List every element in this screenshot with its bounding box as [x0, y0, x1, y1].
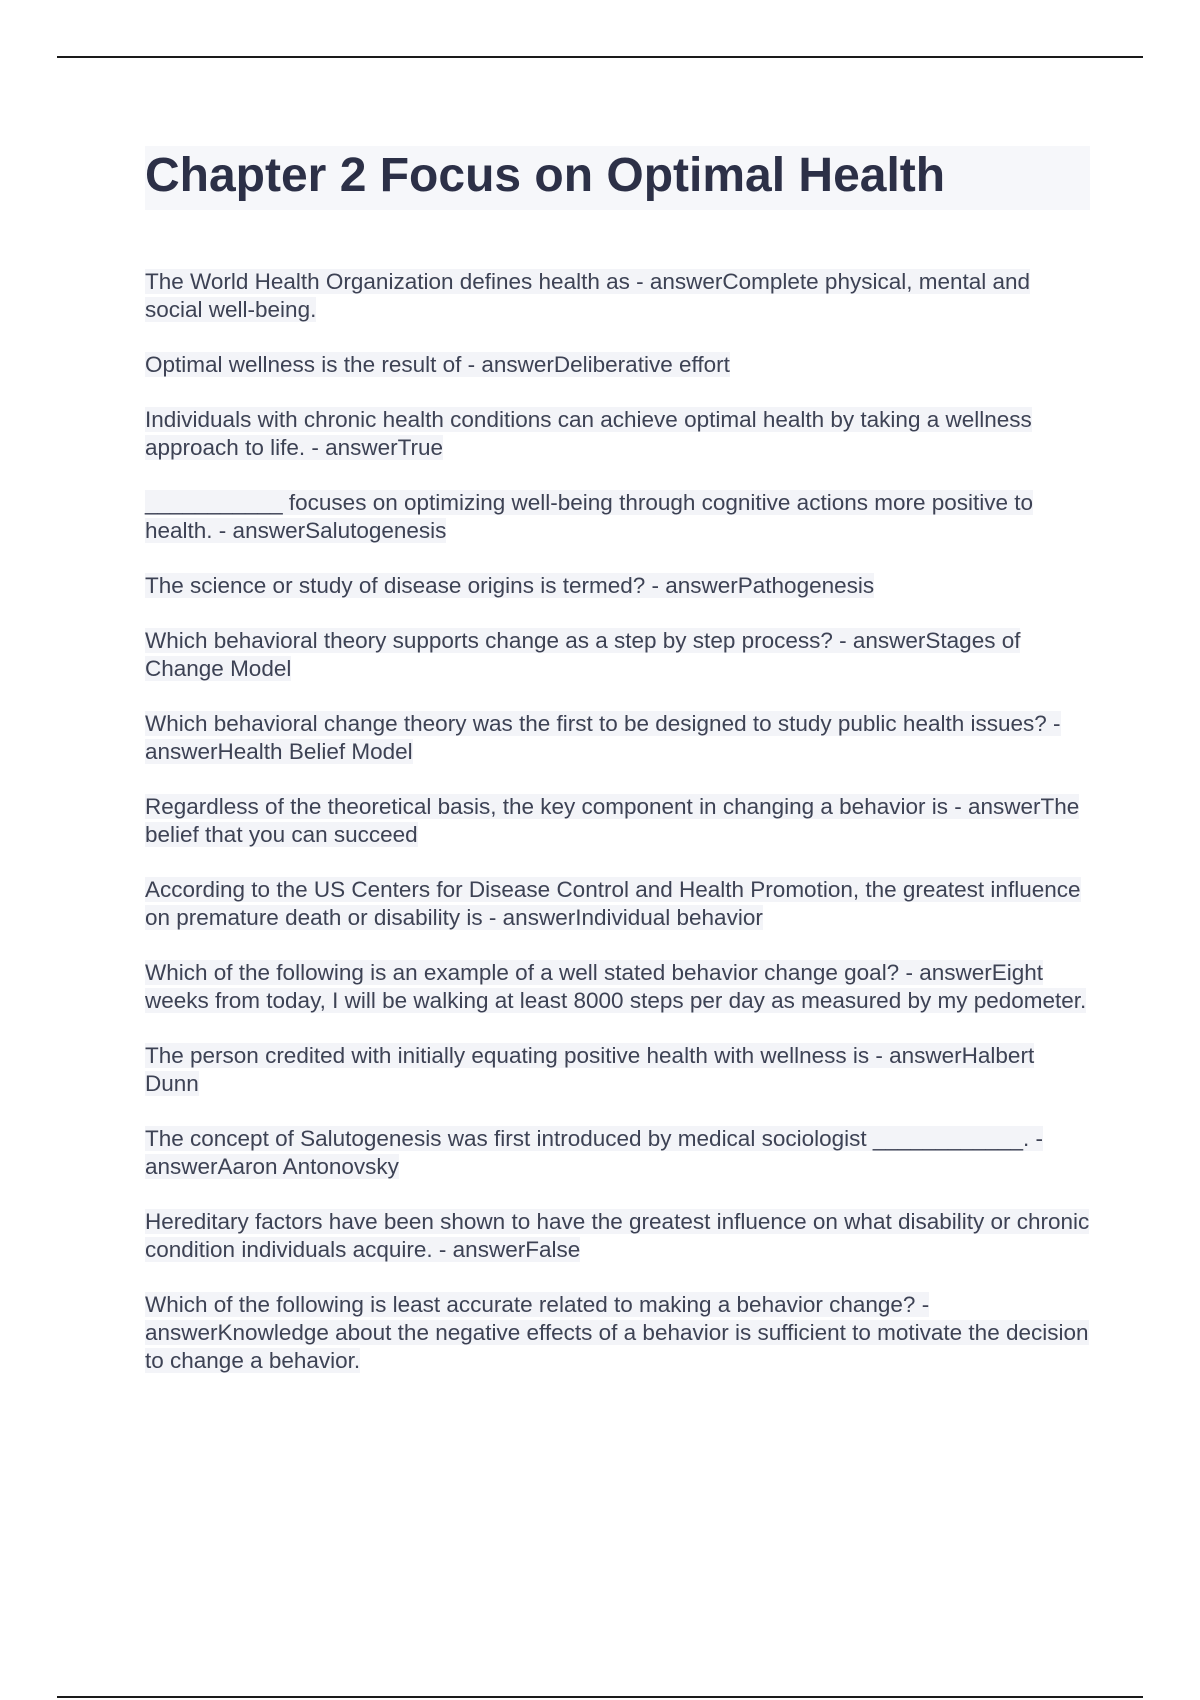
qa-text: Optimal wellness is the result of - answerDeliberative effort: [145, 352, 730, 377]
qa-item: [145, 489, 1090, 545]
qa-text: Which behavioral theory supports change as a step by step process? - answerStages of Change Model: [145, 628, 1021, 681]
qa-text: Regardless of the theoretical basis, the key component in changing a behavior is - answerThe belief that you can succeed: [145, 794, 1080, 847]
qa-item: [145, 268, 1090, 324]
document-body: [145, 146, 1090, 1402]
qa-text: Hereditary factors have been shown to have the greatest influence on what disability or chronic condition individuals acquire. - answerFalse: [145, 1209, 1090, 1262]
qa-item: [145, 710, 1090, 766]
qa-item: [145, 793, 1090, 849]
qa-text: ___________ focuses on optimizing well-being through cognitive actions more positive to health. - answerSalutogenesis: [145, 490, 1034, 543]
qa-item: [145, 351, 1090, 379]
qa-item: [145, 1125, 1090, 1181]
qa-text: The person credited with initially equating positive health with wellness is - answerHalbert Dunn: [145, 1043, 1035, 1096]
qa-text: Which of the following is least accurate related to making a behavior change? - answerKnowledge about the negative effects of a behavior is sufficient to motivate the decision to change a behavior.: [145, 1292, 1089, 1373]
qa-item: [145, 1042, 1090, 1098]
qa-item: [145, 572, 1090, 600]
qa-text: The concept of Salutogenesis was first introduced by medical sociologist ____________. - answerAaron Antonovsky: [145, 1126, 1044, 1179]
qa-item: [145, 406, 1090, 462]
page-title: Chapter 2 Focus on Optimal Health: [145, 146, 1090, 210]
qa-text: Which of the following is an example of a well stated behavior change goal? - answerEight weeks from today, I will be walking at least 8000 steps per day as measured by my pedometer.: [145, 960, 1087, 1013]
qa-text: Which behavioral change theory was the first to be designed to study public health issues? - answerHealth Belief Model: [145, 711, 1061, 764]
qa-list: [145, 268, 1090, 1375]
header-rule: [57, 56, 1143, 58]
qa-item: [145, 1208, 1090, 1264]
qa-text: The World Health Organization defines health as - answerComplete physical, mental and social well-being.: [145, 269, 1031, 322]
qa-item: [145, 959, 1090, 1015]
qa-item: [145, 1291, 1090, 1375]
qa-item: [145, 627, 1090, 683]
qa-text: Individuals with chronic health conditions can achieve optimal health by taking a wellness approach to life. - answerTrue: [145, 407, 1032, 460]
qa-text: The science or study of disease origins is termed? - answerPathogenesis: [145, 573, 875, 598]
footer-rule: [57, 1696, 1143, 1698]
qa-text: According to the US Centers for Disease Control and Health Promotion, the greatest influence on premature death or disability is - answerIndividual behavior: [145, 877, 1081, 930]
qa-item: [145, 876, 1090, 932]
